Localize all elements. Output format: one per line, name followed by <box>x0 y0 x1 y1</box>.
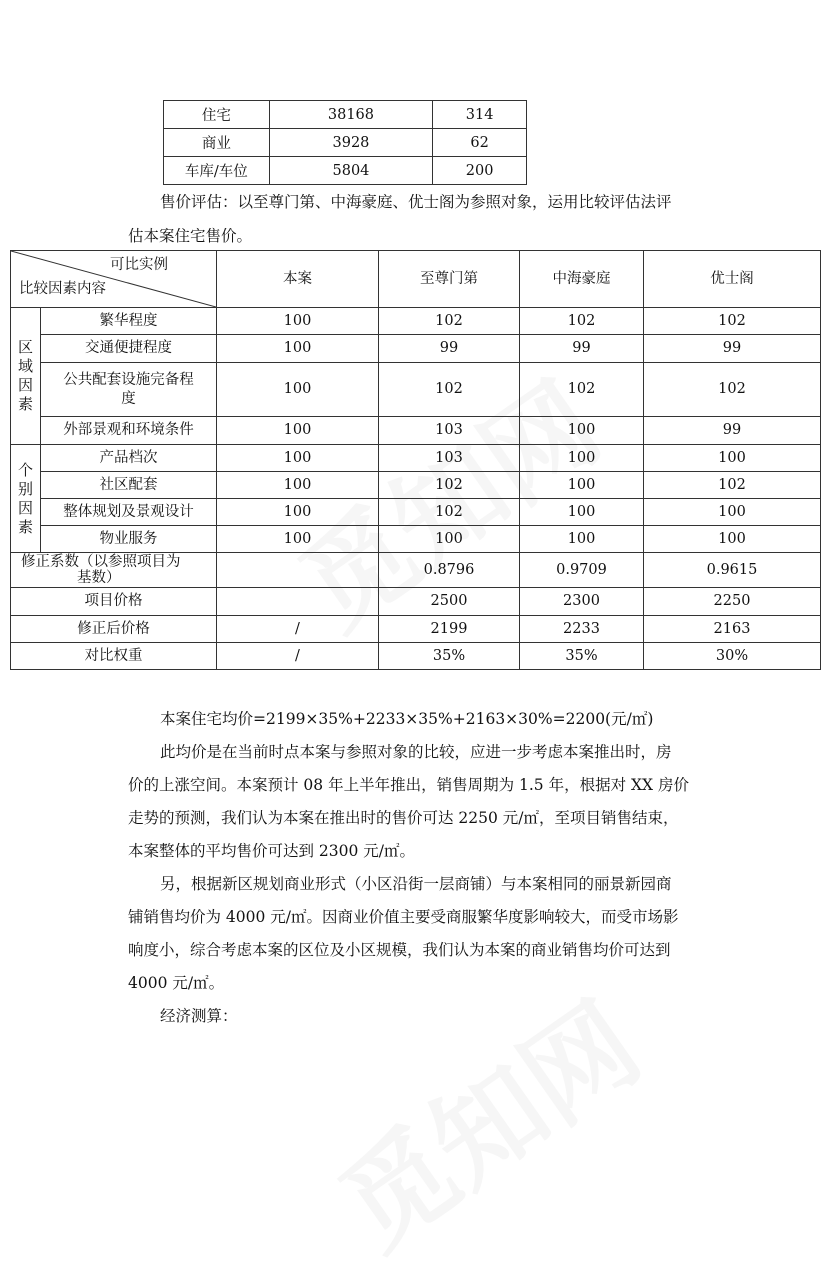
cell: 102 <box>644 363 821 417</box>
para2-line: 4000 元/㎡。 <box>128 974 225 992</box>
table-header-row <box>11 251 821 308</box>
summary-area: 3928 <box>269 129 433 157</box>
table-row <box>11 643 821 670</box>
table-row <box>164 157 527 185</box>
column-header: 至尊门第 <box>379 251 520 308</box>
cell: 99 <box>520 335 644 363</box>
para1-line: 本案整体的平均售价可达到 2300 元/㎡。 <box>128 842 416 860</box>
cell: 102 <box>379 499 520 526</box>
cell: 100 <box>644 526 821 553</box>
cell: 100 <box>217 417 379 445</box>
cell: 35% <box>520 643 644 670</box>
comparison-table <box>10 250 821 670</box>
group-label-regional: 区 域 因 素 <box>11 308 41 445</box>
cell: 100 <box>644 499 821 526</box>
group-label-individual: 个 别 因 素 <box>11 445 41 553</box>
adjusted-label: 修正后价格 <box>11 616 217 643</box>
cell: 100 <box>520 472 644 499</box>
table-row <box>11 616 821 643</box>
cell: 102 <box>644 472 821 499</box>
para1-line: 此均价是在当前时点本案与参照对象的比较，应进一步考虑本案推出时，房 <box>160 743 672 761</box>
factor-label: 交通便捷程度 <box>41 335 217 363</box>
cell: 2233 <box>520 616 644 643</box>
cell: 2500 <box>379 588 520 616</box>
summary-count: 200 <box>433 157 527 185</box>
cell: 100 <box>520 417 644 445</box>
cell: 100 <box>379 526 520 553</box>
watermark <box>305 960 666 1278</box>
cell: 100 <box>217 526 379 553</box>
coef-label: 修正系数（以参照项目为 基数） <box>11 553 217 588</box>
factor-label: 繁华程度 <box>41 308 217 335</box>
cell <box>217 588 379 616</box>
cell: 102 <box>520 308 644 335</box>
cell: 100 <box>520 526 644 553</box>
cell: 102 <box>520 363 644 417</box>
summary-table <box>163 100 527 185</box>
cell: 100 <box>217 499 379 526</box>
cell: 99 <box>644 417 821 445</box>
cell: 2199 <box>379 616 520 643</box>
para2-line: 另，根据新区规划商业形式（小区沿街一层商铺）与本案相同的丽景新园商 <box>160 875 672 893</box>
cell: 35% <box>379 643 520 670</box>
header-top-label: 可比实例 <box>110 257 168 273</box>
header-bottom-label: 比较因素内容 <box>19 281 106 297</box>
factor-label: 整体规划及景观设计 <box>41 499 217 526</box>
table-row <box>11 499 821 526</box>
cell: 102 <box>379 472 520 499</box>
cell: 100 <box>217 363 379 417</box>
cell: 103 <box>379 417 520 445</box>
cell: 100 <box>520 499 644 526</box>
cell <box>217 553 379 588</box>
cell: 100 <box>217 445 379 472</box>
cell: / <box>217 643 379 670</box>
cell: 102 <box>379 308 520 335</box>
table-row <box>11 335 821 363</box>
summary-type: 商业 <box>164 129 270 157</box>
factor-label: 产品档次 <box>41 445 217 472</box>
table-row <box>11 308 821 335</box>
section-heading: 经济测算： <box>160 1007 238 1025</box>
para1-line: 走势的预测，我们认为本案在推出时的售价可达 2250 元/㎡，至项目销售结束， <box>128 809 679 827</box>
cell: 30% <box>644 643 821 670</box>
para2-line: 铺销售均价为 4000 元/㎡。因商业价值主要受商服繁华度影响较大，而受市场影 <box>128 908 679 926</box>
column-header: 中海豪庭 <box>520 251 644 308</box>
cell: 0.8796 <box>379 553 520 588</box>
summary-area: 38168 <box>269 101 433 129</box>
table-row <box>11 363 821 417</box>
weight-label: 对比权重 <box>11 643 217 670</box>
para1-line: 价的上涨空间。本案预计 08 年上半年推出，销售周期为 1.5 年，根据对 XX 房价 <box>128 776 690 794</box>
summary-count: 314 <box>433 101 527 129</box>
cell: / <box>217 616 379 643</box>
factor-label: 物业服务 <box>41 526 217 553</box>
summary-area: 5804 <box>269 157 433 185</box>
factor-label: 公共配套设施完备程 度 <box>41 363 217 417</box>
table-row <box>11 417 821 445</box>
cell: 100 <box>644 445 821 472</box>
cell: 100 <box>217 335 379 363</box>
cell: 0.9615 <box>644 553 821 588</box>
price-label: 项目价格 <box>11 588 217 616</box>
para2-line: 响度小，综合考虑本案的区位及小区规模，我们认为本案的商业销售均价可达到 <box>128 941 671 959</box>
cell: 99 <box>644 335 821 363</box>
cell: 99 <box>379 335 520 363</box>
intro-line-2: 估本案住宅售价。 <box>128 227 253 245</box>
cell: 0.9709 <box>520 553 644 588</box>
cell: 103 <box>379 445 520 472</box>
factor-label: 社区配套 <box>41 472 217 499</box>
cell: 2300 <box>520 588 644 616</box>
table-row <box>11 526 821 553</box>
table-row <box>164 129 527 157</box>
table-row <box>11 588 821 616</box>
price-formula: 本案住宅均价=2199×35%+2233×35%+2163×30%=2200(元/㎡) <box>160 710 654 728</box>
summary-type: 住宅 <box>164 101 270 129</box>
table-row <box>11 553 821 588</box>
cell: 102 <box>379 363 520 417</box>
cell: 2163 <box>644 616 821 643</box>
cell: 102 <box>644 308 821 335</box>
cell: 100 <box>217 308 379 335</box>
table-row <box>164 101 527 129</box>
table-row <box>11 472 821 499</box>
table-row <box>11 445 821 472</box>
column-header: 优士阁 <box>644 251 821 308</box>
summary-count: 62 <box>433 129 527 157</box>
diagonal-header <box>11 251 217 308</box>
cell: 2250 <box>644 588 821 616</box>
column-header: 本案 <box>217 251 379 308</box>
cell: 100 <box>217 472 379 499</box>
factor-label: 外部景观和环境条件 <box>41 417 217 445</box>
cell: 100 <box>520 445 644 472</box>
summary-type: 车库/车位 <box>164 157 270 185</box>
intro-line-1: 售价评估：以至尊门第、中海豪庭、优士阁为参照对象，运用比较评估法评 <box>160 193 672 211</box>
